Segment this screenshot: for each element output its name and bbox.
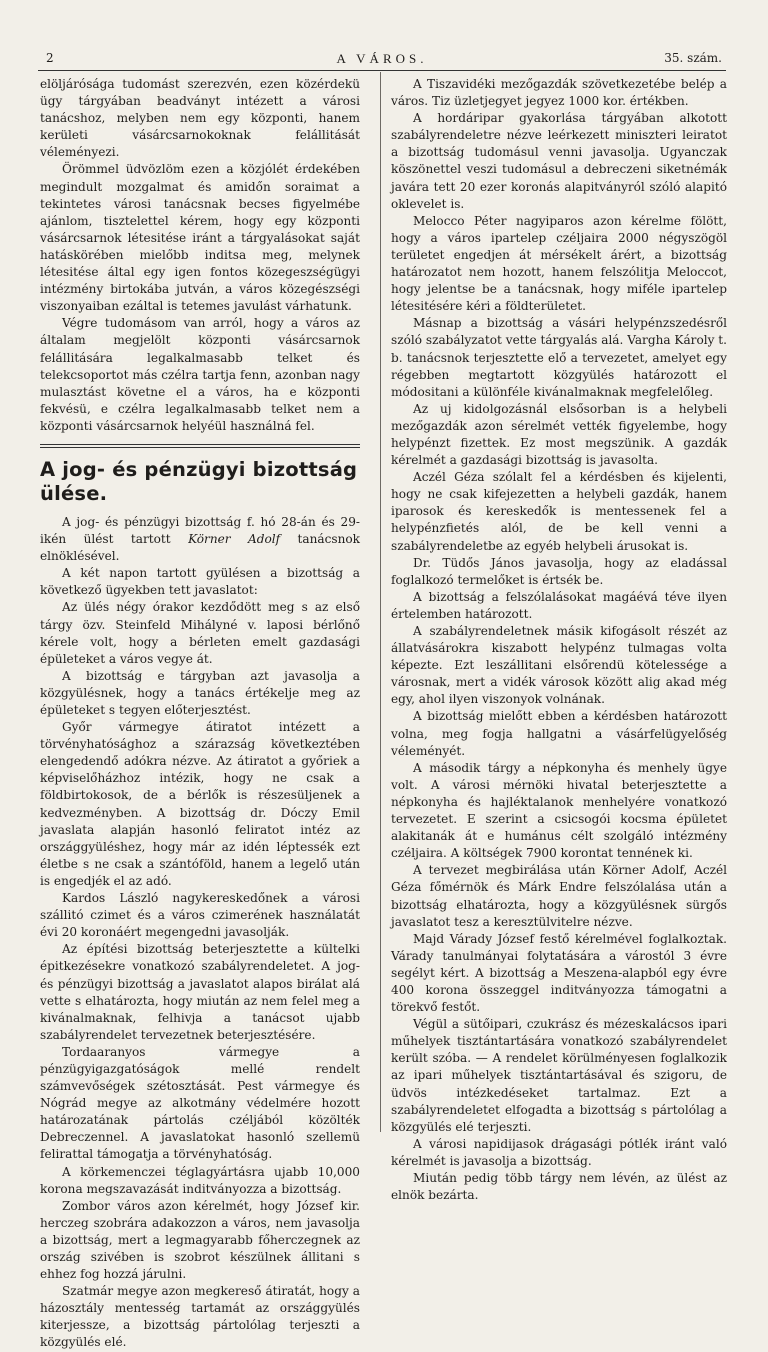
section-separator bbox=[40, 444, 360, 448]
article-paragraph: A hordáripar gyakorlása tárgyában alkotott szabályrendeletre nézve leérkezett miniszteri leiratot a bizottság tudomásul venni javasolja. Ugyanczak köszönettel veszi tudomásul a debreczeni siketnémák javára tett 20 ezer koronás alapitványról szóló alapitó oklevelet is. bbox=[391, 111, 727, 211]
article-paragraph: A két napon tartott gyülésen a bizottság a következő ügyekben tett javaslatot: bbox=[40, 566, 360, 598]
article-paragraph: A bizottság a felszólalásokat magáévá téve ilyen értelemben határozott. bbox=[391, 589, 727, 621]
article-paragraph: A tervezet megbirálása után Körner Adolf, Aczél Géza főmérnök és Márk Endre felszólalása után a bizottság elhatározta, hogy a közgyülésnek sürgős javaslatot tesz a keresztülvitelre nézve. bbox=[391, 863, 727, 929]
intro-text-end: tanácsnok elnöklésével. bbox=[40, 532, 360, 564]
article-paragraph: Tordaaranyos vármegye a pénzügyigazgatóságok mellé rendelt számvevőségek szétosztását. Pest vármegye és Nógrád megye az alkotmány védelmére hozott határozatának pártolás czéljából közölték Debreczennel. A javaslatokat hasonló szellemü felirattal támogatja a törvényhatóság. bbox=[40, 1044, 360, 1162]
page-number: 2 bbox=[46, 51, 54, 65]
article-paragraph: Dr. Tüdős János javasolja, hogy az eladással foglalkozó termelőket is értsék be. bbox=[391, 555, 727, 587]
right-column bbox=[391, 76, 727, 1204]
article-paragraph: Végre tudomásom van arról, hogy a város az általam megjelölt központi vásárcsarnok felállitására legalkalmasabb telket és telekcsoportot más czélra tartja fenn, azonban nagy mulasztást követne el a város, ha e központi fekvésü, e czélra legalkalmasabb telket nem a központi vásárcsarnok helyéül használná fel. bbox=[40, 316, 360, 433]
article-paragraph: Szatmár megye azon megkereső átiratát, hogy a házosztály mentesség tartamát az országgyülés kiterjessze, a bizottság pártolólag terjeszti a közgyülés elé. bbox=[40, 1284, 360, 1350]
article-paragraph: Végül a sütőipari, czukrász és mézeskalácsos ipari műhelyek tisztántartására vonatkozó szabályrendelet került szóba. — A rendelet körülményesen foglalkozik az ipari műhelyek tisztántartásával és szigoru, de üdvös intézkedéseket tartalmaz. Ezt a szabályrendeletet elfogadta a bizottság s pártolólag a közgyülés elé terjeszti. bbox=[391, 1017, 727, 1134]
section-intro bbox=[40, 514, 360, 565]
article-paragraph: Másnap a bizottság a vásári helypénzszedésről szóló szabályzatot vette tárgyalás alá. Vargha Károly t. b. tanácsnok terjesztette elő a tervezetet, amelyet egy régebben megtartott közgyülés határozott el módositani a különféle kivánalmaknak megfelelőleg. bbox=[391, 316, 727, 399]
article-paragraph: Miután pedig több tárgy nem lévén, az ülést az elnök bezárta. bbox=[391, 1171, 727, 1203]
article-paragraph: A szabályrendeletnek másik kifogásolt részét az állatvásárokra kiszabott helypénz tulmagas volta képezte. Ezt leszállitani elsőrendü kötelessége a városnak, mert a vidék városok között alig akad még egy, ahol ilyen viszonyok volnának. bbox=[391, 624, 727, 707]
article-paragraph: elöljárósága tudomást szerezvén, ezen közérdekü ügy tárgyában beadványt intézett a városi tanácshoz, melyben nem egy központi, hanem kerületi vásárcsarnokoknak felállitását véleményezi. bbox=[40, 77, 360, 160]
left-column bbox=[40, 76, 360, 1352]
column-divider bbox=[380, 72, 381, 1132]
article-paragraph: Kardos László nagykereskedőnek a városi szállitó czimet és a város czimerének használatát évi 20 koronáért megengedni javasolják. bbox=[40, 891, 360, 940]
article-paragraph: Majd Várady József festő kérelmével foglalkoztak. Várady tanulmányai folytatására a várostól 3 évre segélyt kért. A bizottság a Meszena-alapból egy évre 400 korona összeggel inditványozza támogatni a törekvő festőt. bbox=[391, 931, 727, 1015]
article-paragraph: A körkemenczei téglagyártásra ujabb 10,000 korona megszavazását inditványozza a bizottság. bbox=[40, 1164, 360, 1196]
article-paragraph: Az uj kidolgozásnál elsősorban is a helybeli mezőgazdák azon sérelmét vették figyelembe, hogy helypénzt fizettek. Ez most megszünik. A gazdák kérelmét a gazdasági bizottság is javasolta. bbox=[391, 401, 727, 468]
article-paragraph: A bizottság e tárgyban azt javasolja a közgyülésnek, hogy a tanács értékelje meg az épületeket s tegyen előterjesztést. bbox=[40, 668, 360, 717]
issue-number: 35. szám. bbox=[664, 51, 722, 65]
article-paragraph: A második tárgy a népkonyha és menhely ügye volt. A városi mérnöki hivatal beterjesztette a népkonyha és hajléktalanok menhelyére vonatkozó tervezetet. E szerint a csicsogói kocsma épületet alakitanák át e humánus célt szolgáló intézmény czéljaira. A költségek 7900 korontat tennének ki. bbox=[391, 760, 727, 861]
chairman-name: Körner Adolf bbox=[188, 532, 281, 547]
newspaper-title: A VÁROS. bbox=[336, 51, 428, 66]
article-paragraph: Melocco Péter nagyiparos azon kérelme fölött, hogy a város ipartelep czéljaira 2000 négyszögöl területet engedjen át mérsékelt árért, a bizottság határozatot nem hozott, hanem felszólitja Meloccot, hogy jelentse be a tanácsnak, hogy miféle ipartelep létesitésére kéri a földterületet. bbox=[391, 213, 727, 314]
article-paragraph: Zombor város azon kérelmét, hogy József kir. herczeg szobrára adakozzon a város, nem javasolja a bizottság, mert a legmagyarabb főherczegnek az ország szivében is szobrot készülnek állitani s ehhez fog hozzá járulni. bbox=[40, 1198, 360, 1282]
section-title: A jog- és pénzügyi bizottság ülése. bbox=[40, 457, 358, 505]
article-paragraph: Az építési bizottság beterjesztette a kültelki épitkezésekre vonatkozó szabályrendeletet. A jog- és pénzügyi bizottság a javaslatot alapos birálat alá vette s elhatározta, hogy miután az nem felel meg a kivánalmaknak, felhivja a tanácsot ujabb szabályrendelet tervezetnek beterjesztésére. bbox=[40, 942, 360, 1042]
article-paragraph: Győr vármegye átiratot intézett a törvényhatósághoz a szárazság következtében elengedendő adókra nézve. Az átiratot a győriek a képviselőházhoz intézik, hogy ne csak a földbirtokosok, de a bérlők is részesüljenek a kedvezményben. A bizottság dr. Dóczy Emil javaslata alapján hasonló feliratot intéz az országgyüléshez, hogy már az idén léptessék ezt életbe s ne csak a szántóföld, hanem a legelő után is engedjék el az adó. bbox=[40, 720, 360, 888]
intro-text-start: A jog- és pénzügyi bizottság f. hó 28-án és 29-ikén ülést tartott bbox=[40, 514, 360, 547]
article-paragraph: A városi napidijasok drágasági pótlék iránt való kérelmét is javasolja a bizottság. bbox=[391, 1136, 727, 1168]
article-paragraph: A Tiszavidéki mezőgazdák szövetkezetébe belép a város. Tiz üzletjegyet jegyez 1000 kor. értékben. bbox=[391, 77, 727, 109]
article-paragraph: Örömmel üdvözlöm ezen a közjólét érdekében megindult mozgalmat és amidőn soraimat a tekintetes városi tanácsnak becses figyelmébe ajánlom, tisztelettel kérem, hogy egy központi vásárcsarnok létesitése iránt a tárgyalásokat saját hatáskörében mielőbb inditsa meg, melynek létesitése által egy igen fontos közegeszségügyi intézmény birtokába jutván, a város közegészségi viszonyaiban ezáltal is tetemes javulást várhatunk. bbox=[40, 162, 360, 314]
article-paragraph: A bizottság mielőtt ebben a kérdésben határozott volna, meg fogja hallgatni a vásárfelügyelőség véleményét. bbox=[391, 709, 727, 758]
page-header bbox=[38, 48, 726, 71]
article-paragraph: Aczél Géza szólalt fel a kérdésben és kijelenti, hogy ne csak kifejezetten a helybeli gazdák, hanem iparosok és kereskedők is mentessenek fel a helypénzfietés alól, de be kell venni a szabályrendeletbe az egyéb helybeli árusokat is. bbox=[391, 470, 727, 553]
article-paragraph: Az ülés négy órakor kezdődött meg s az első tárgy özv. Steinfeld Mihályné v. laposi bérlőnő kérele volt, hogy a bérleten emelt gazdasági épületeket a város vegye át. bbox=[40, 600, 360, 666]
